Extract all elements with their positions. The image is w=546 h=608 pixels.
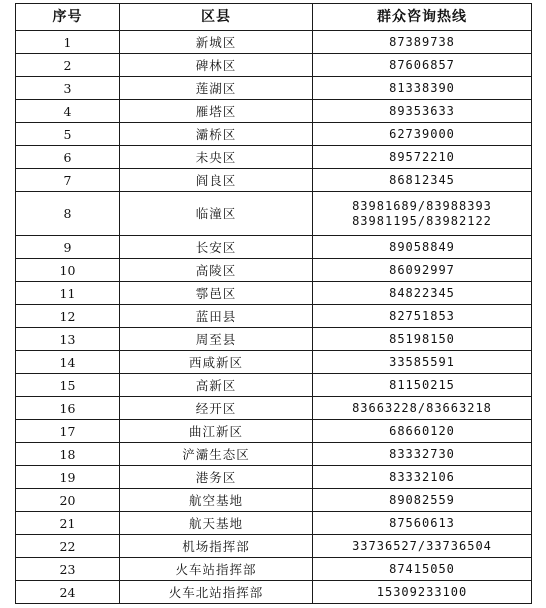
- hotline-number: 87389738: [389, 34, 455, 49]
- table-body: [16, 31, 532, 604]
- hotline-number: 33736527/33736504: [352, 538, 492, 553]
- table-row: [16, 282, 532, 305]
- hotline-number: 89058849: [389, 239, 455, 254]
- row-index: 19: [16, 466, 120, 489]
- hotline-number: 33585591: [389, 354, 455, 369]
- hotline-table: [15, 3, 532, 604]
- table-row: [16, 100, 532, 123]
- row-index: 12: [16, 305, 120, 328]
- row-index: 9: [16, 236, 120, 259]
- hotline-number: 83332730: [389, 446, 455, 461]
- row-index: 22: [16, 535, 120, 558]
- row-index: 24: [16, 581, 120, 604]
- hotline-number: 15309233100: [376, 584, 468, 599]
- row-district: 机场指挥部: [120, 535, 313, 558]
- row-index: 20: [16, 489, 120, 512]
- hotline-number: 83332106: [389, 469, 455, 484]
- row-district: 高陵区: [120, 259, 313, 282]
- row-district: 周至县: [120, 328, 313, 351]
- table-row: [16, 77, 532, 100]
- hotline-number: 83663228/83663218: [352, 400, 492, 415]
- row-district: 火车站指挥部: [120, 558, 313, 581]
- hotline-number: 87606857: [389, 57, 455, 72]
- row-hotline: [313, 420, 532, 443]
- row-index: 14: [16, 351, 120, 374]
- table-row: [16, 535, 532, 558]
- row-index: 5: [16, 123, 120, 146]
- table-row: [16, 236, 532, 259]
- row-hotline: [313, 236, 532, 259]
- table-row: [16, 31, 532, 54]
- row-hotline: [313, 169, 532, 192]
- table-row: [16, 328, 532, 351]
- row-hotline: [313, 535, 532, 558]
- row-district: 航空基地: [120, 489, 313, 512]
- table-row: [16, 169, 532, 192]
- row-hotline: [313, 489, 532, 512]
- table-row: [16, 192, 532, 236]
- row-hotline: [313, 282, 532, 305]
- row-index: 13: [16, 328, 120, 351]
- table-row: [16, 123, 532, 146]
- row-district: 高新区: [120, 374, 313, 397]
- hotline-number: 62739000: [389, 126, 455, 141]
- row-district: 港务区: [120, 466, 313, 489]
- row-hotline: [313, 192, 532, 236]
- row-hotline: [313, 374, 532, 397]
- table-row: [16, 54, 532, 77]
- table-row: [16, 259, 532, 282]
- row-district: 碑林区: [120, 54, 313, 77]
- row-district: 新城区: [120, 31, 313, 54]
- row-district: 蓝田县: [120, 305, 313, 328]
- table-row: [16, 351, 532, 374]
- row-district: 长安区: [120, 236, 313, 259]
- hotline-number: 81338390: [389, 80, 455, 95]
- row-hotline: [313, 100, 532, 123]
- table-row: [16, 558, 532, 581]
- row-hotline: [313, 54, 532, 77]
- row-district: 莲湖区: [120, 77, 313, 100]
- row-hotline: [313, 305, 532, 328]
- table-row: [16, 397, 532, 420]
- hotline-number: 87560613: [389, 515, 455, 530]
- table-row: [16, 581, 532, 604]
- row-district: 航天基地: [120, 512, 313, 535]
- row-district: 鄠邑区: [120, 282, 313, 305]
- row-hotline: [313, 328, 532, 351]
- hotline-number: 83981689/83988393: [352, 198, 492, 213]
- header-hotline: 群众咨询热线: [313, 4, 532, 31]
- header-index: 序号: [16, 4, 120, 31]
- row-index: 6: [16, 146, 120, 169]
- hotline-number: 89082559: [389, 492, 455, 507]
- row-index: 3: [16, 77, 120, 100]
- row-index: 23: [16, 558, 120, 581]
- row-hotline: [313, 397, 532, 420]
- row-index: 16: [16, 397, 120, 420]
- table-row: [16, 489, 532, 512]
- row-index: 8: [16, 192, 120, 236]
- row-index: 2: [16, 54, 120, 77]
- row-hotline: [313, 558, 532, 581]
- hotline-number: 85198150: [389, 331, 455, 346]
- row-hotline: [313, 512, 532, 535]
- row-index: 15: [16, 374, 120, 397]
- row-hotline: [313, 351, 532, 374]
- hotline-number: 81150215: [389, 377, 455, 392]
- row-district: 经开区: [120, 397, 313, 420]
- table-header-row: [16, 4, 532, 31]
- hotline-number: 86812345: [389, 172, 455, 187]
- row-district: 阎良区: [120, 169, 313, 192]
- row-index: 18: [16, 443, 120, 466]
- row-district: 灞桥区: [120, 123, 313, 146]
- hotline-number: 84822345: [389, 285, 455, 300]
- row-index: 4: [16, 100, 120, 123]
- hotline-number: 82751853: [389, 308, 455, 323]
- row-hotline: [313, 146, 532, 169]
- table-row: [16, 374, 532, 397]
- row-index: 7: [16, 169, 120, 192]
- row-hotline: [313, 123, 532, 146]
- hotline-number: 86092997: [389, 262, 455, 277]
- hotline-number: 89353633: [389, 103, 455, 118]
- row-index: 1: [16, 31, 120, 54]
- row-district: 临潼区: [120, 192, 313, 236]
- hotline-number: 83981195/83982122: [352, 213, 492, 228]
- row-district: 火车北站指挥部: [120, 581, 313, 604]
- table-row: [16, 420, 532, 443]
- row-district: 浐灞生态区: [120, 443, 313, 466]
- hotline-number: 89572210: [389, 149, 455, 164]
- row-index: 10: [16, 259, 120, 282]
- table-row: [16, 443, 532, 466]
- table-row: [16, 512, 532, 535]
- row-district: 雁塔区: [120, 100, 313, 123]
- table-row: [16, 466, 532, 489]
- row-district: 未央区: [120, 146, 313, 169]
- row-hotline: [313, 259, 532, 282]
- table-row: [16, 305, 532, 328]
- row-index: 17: [16, 420, 120, 443]
- row-hotline: [313, 466, 532, 489]
- header-district: 区县: [120, 4, 313, 31]
- row-district: 西咸新区: [120, 351, 313, 374]
- row-hotline: [313, 31, 532, 54]
- table-row: [16, 146, 532, 169]
- hotline-number: 68660120: [389, 423, 455, 438]
- row-hotline: [313, 443, 532, 466]
- row-index: 21: [16, 512, 120, 535]
- row-index: 11: [16, 282, 120, 305]
- hotline-number: 87415050: [389, 561, 455, 576]
- row-district: 曲江新区: [120, 420, 313, 443]
- row-hotline: [313, 77, 532, 100]
- row-hotline: [313, 581, 532, 604]
